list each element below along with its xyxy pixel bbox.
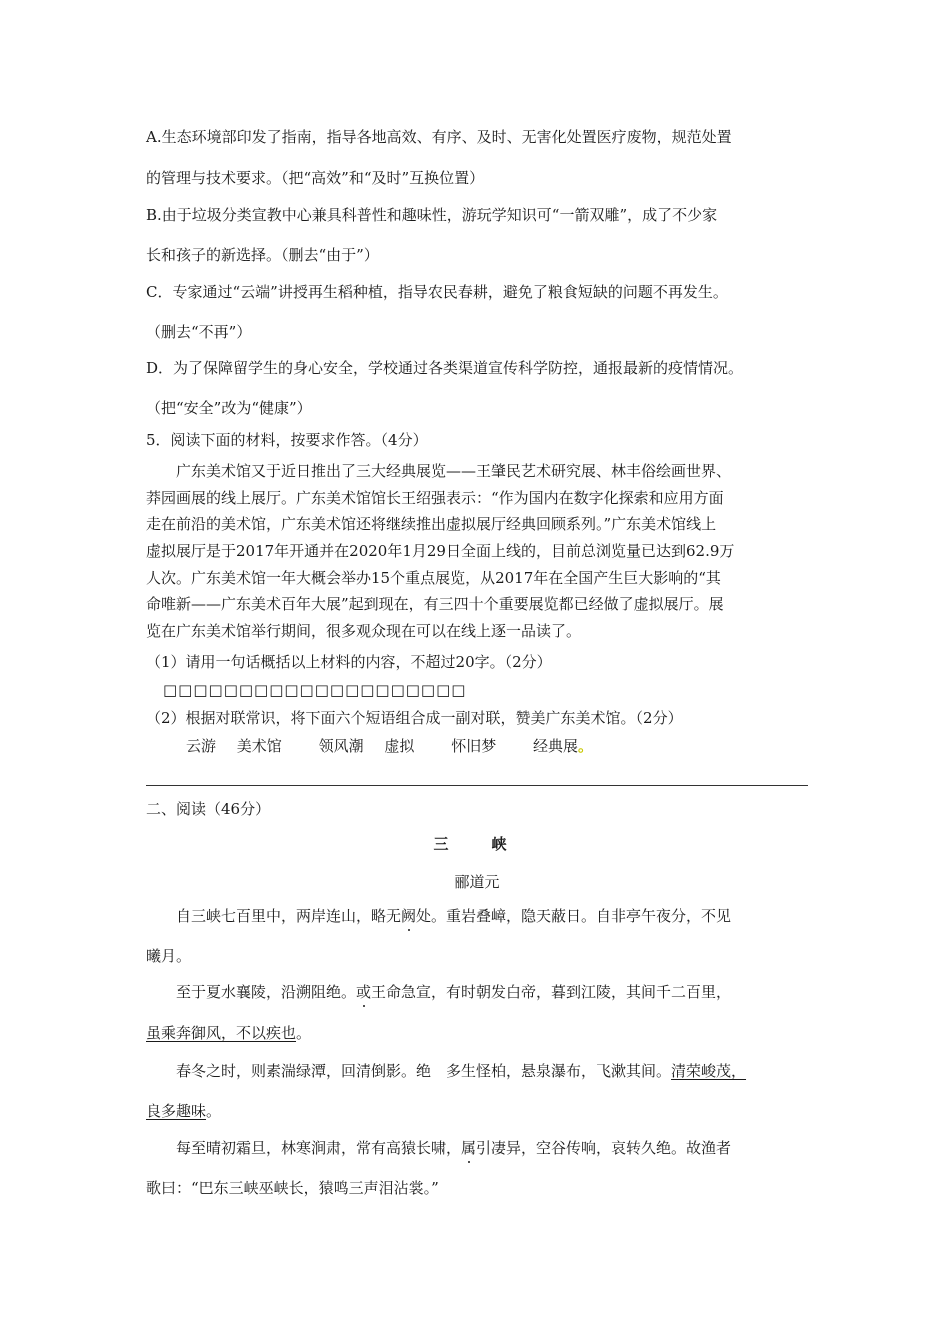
material-line-6: 命唯新——广东美术百年大展”起到现在，有三四十个重要展览都已经做了虚拟展厅。展 xyxy=(146,595,724,613)
phrase-2: 美术馆 xyxy=(236,737,282,755)
option-d-line-2: （把“安全”改为“健康”） xyxy=(146,399,312,417)
sub-question-1: （1）请用一句话概括以上材料的内容，不超过20字。（2分） xyxy=(146,653,552,671)
paragraph-2-text-b: 王命急宣，有时朝发白帝，暮到江陵，其间千二百里， xyxy=(371,983,732,1001)
paragraph-4-line-1 xyxy=(176,1138,731,1158)
paragraph-1-line-1 xyxy=(176,906,731,926)
material-line-4: 虚拟展厅是于2017年开通并在2020年1月29日全面上线的，目前总浏览量已达到62.9万 xyxy=(146,542,735,560)
phrase-6: 经典展 xyxy=(532,737,578,755)
paragraph-2-end: 。 xyxy=(296,1024,312,1042)
option-c-line-1: C．专家通过“云端”讲授再生稻种植，指导农民春耕，避免了粮食短缺的问题不再发生。 xyxy=(146,283,728,301)
underlined-sentence-2a: 清荣峻茂， xyxy=(671,1062,747,1080)
paragraph-4-line-2: 歌曰：“巴东三峡巫峡长，猿鸣三声泪沾裳。” xyxy=(146,1179,439,1197)
option-a-line-2: 的管理与技术要求。（把“高效”和“及时”互换位置） xyxy=(146,169,485,187)
dotted-word-huo: 或 xyxy=(356,983,372,1001)
material-line-3: 走在前沿的美术馆，广东美术馆还将继续推出虚拟展厅经典回顾系列。”广东美术馆线上 xyxy=(146,515,717,533)
phrase-end-mark: 。 xyxy=(578,737,594,755)
phrase-3: 领风潮 xyxy=(318,737,364,755)
material-line-1: 广东美术馆又于近日推出了三大经典展览——王肇民艺术研究展、林丰俗绘画世界、 xyxy=(176,462,732,480)
material-line-7: 览在广东美术馆举行期间，很多观众现在可以在线上逐一品读了。 xyxy=(146,622,582,640)
sub-question-2: （2）根据对联常识，将下面六个短语组合成一副对联，赞美广东美术馆。（2分） xyxy=(146,709,683,727)
material-line-2: 莽园画展的线上展厅。广东美术馆馆长王绍强表示：“作为国内在数字化探索和应用方面 xyxy=(146,489,724,507)
paragraph-3-line-1 xyxy=(176,1061,746,1081)
material-line-5: 人次。广东美术馆一年大概会举办15个重点展览，从2017年在全国产生巨大影响的“其 xyxy=(146,569,721,587)
phrase-5: 怀旧梦 xyxy=(451,737,497,755)
paragraph-1-line-2: 曦月。 xyxy=(146,947,192,965)
underlined-sentence-2b: 良多趣味 xyxy=(146,1102,207,1120)
paragraph-2-text-a: 至于夏水襄陵，沿溯阻绝。 xyxy=(176,983,357,1001)
paragraph-1-text-b: 处。重岩叠嶂，隐天蔽日。自非亭午夜分，不见 xyxy=(416,907,732,925)
option-b-line-1: B.由于垃圾分类宣教中心兼具科普性和趣味性，游玩学知识可“一箭双雕”，成了不少家 xyxy=(146,206,718,224)
passage-title: 三 峡 xyxy=(433,835,521,853)
paragraph-4-text-a: 每至晴初霜旦，林寒涧肃，常有高猿长啸， xyxy=(176,1139,462,1157)
paragraph-1-text-a: 自三峡七百里中，两岸连山，略无 xyxy=(176,907,402,925)
option-a-line-1: A.生态环境部印发了指南，指导各地高效、有序、及时、无害化处置医疗废物，规范处置 xyxy=(146,128,732,146)
option-d-line-1: D．为了保障留学生的身心安全，学校通过各类渠道宣传科学防控，通报最新的疫情情况。 xyxy=(146,359,744,377)
paragraph-3-line-2 xyxy=(146,1101,221,1121)
underlined-sentence-1: 虽乘奔御风，不以疾也 xyxy=(146,1024,297,1042)
passage-author: 郦道元 xyxy=(454,873,500,891)
paragraph-4-text-b: 引凄异，空谷传响，哀转久绝。故渔者 xyxy=(476,1139,732,1157)
option-b-line-2: 长和孩子的新选择。（删去“由于”） xyxy=(146,246,379,264)
paragraph-3-text-a: 春冬之时，则素湍绿潭，回清倒影。绝 多生怪柏，悬泉瀑布，飞漱其间。 xyxy=(176,1062,672,1080)
section-2-heading: 二、阅读（46分） xyxy=(146,800,271,818)
dotted-word-que: 阙 xyxy=(401,907,417,925)
question-5-heading: 5．阅读下面的材料，按要求作答。（4分） xyxy=(146,431,428,449)
paragraph-3-end: 。 xyxy=(206,1102,222,1120)
phrase-4: 虚拟 xyxy=(384,737,415,755)
section-divider xyxy=(146,785,808,786)
option-c-line-2: （删去“不再”） xyxy=(146,323,252,341)
paragraph-2-line-2 xyxy=(146,1023,311,1043)
dotted-word-zhu: 属 xyxy=(461,1139,477,1157)
phrase-list xyxy=(186,736,593,756)
paragraph-2-line-1 xyxy=(176,982,731,1002)
answer-boxes: □□□□□□□□□□□□□□□□□□□□ xyxy=(163,681,467,699)
phrase-1: 云游 xyxy=(186,737,217,755)
